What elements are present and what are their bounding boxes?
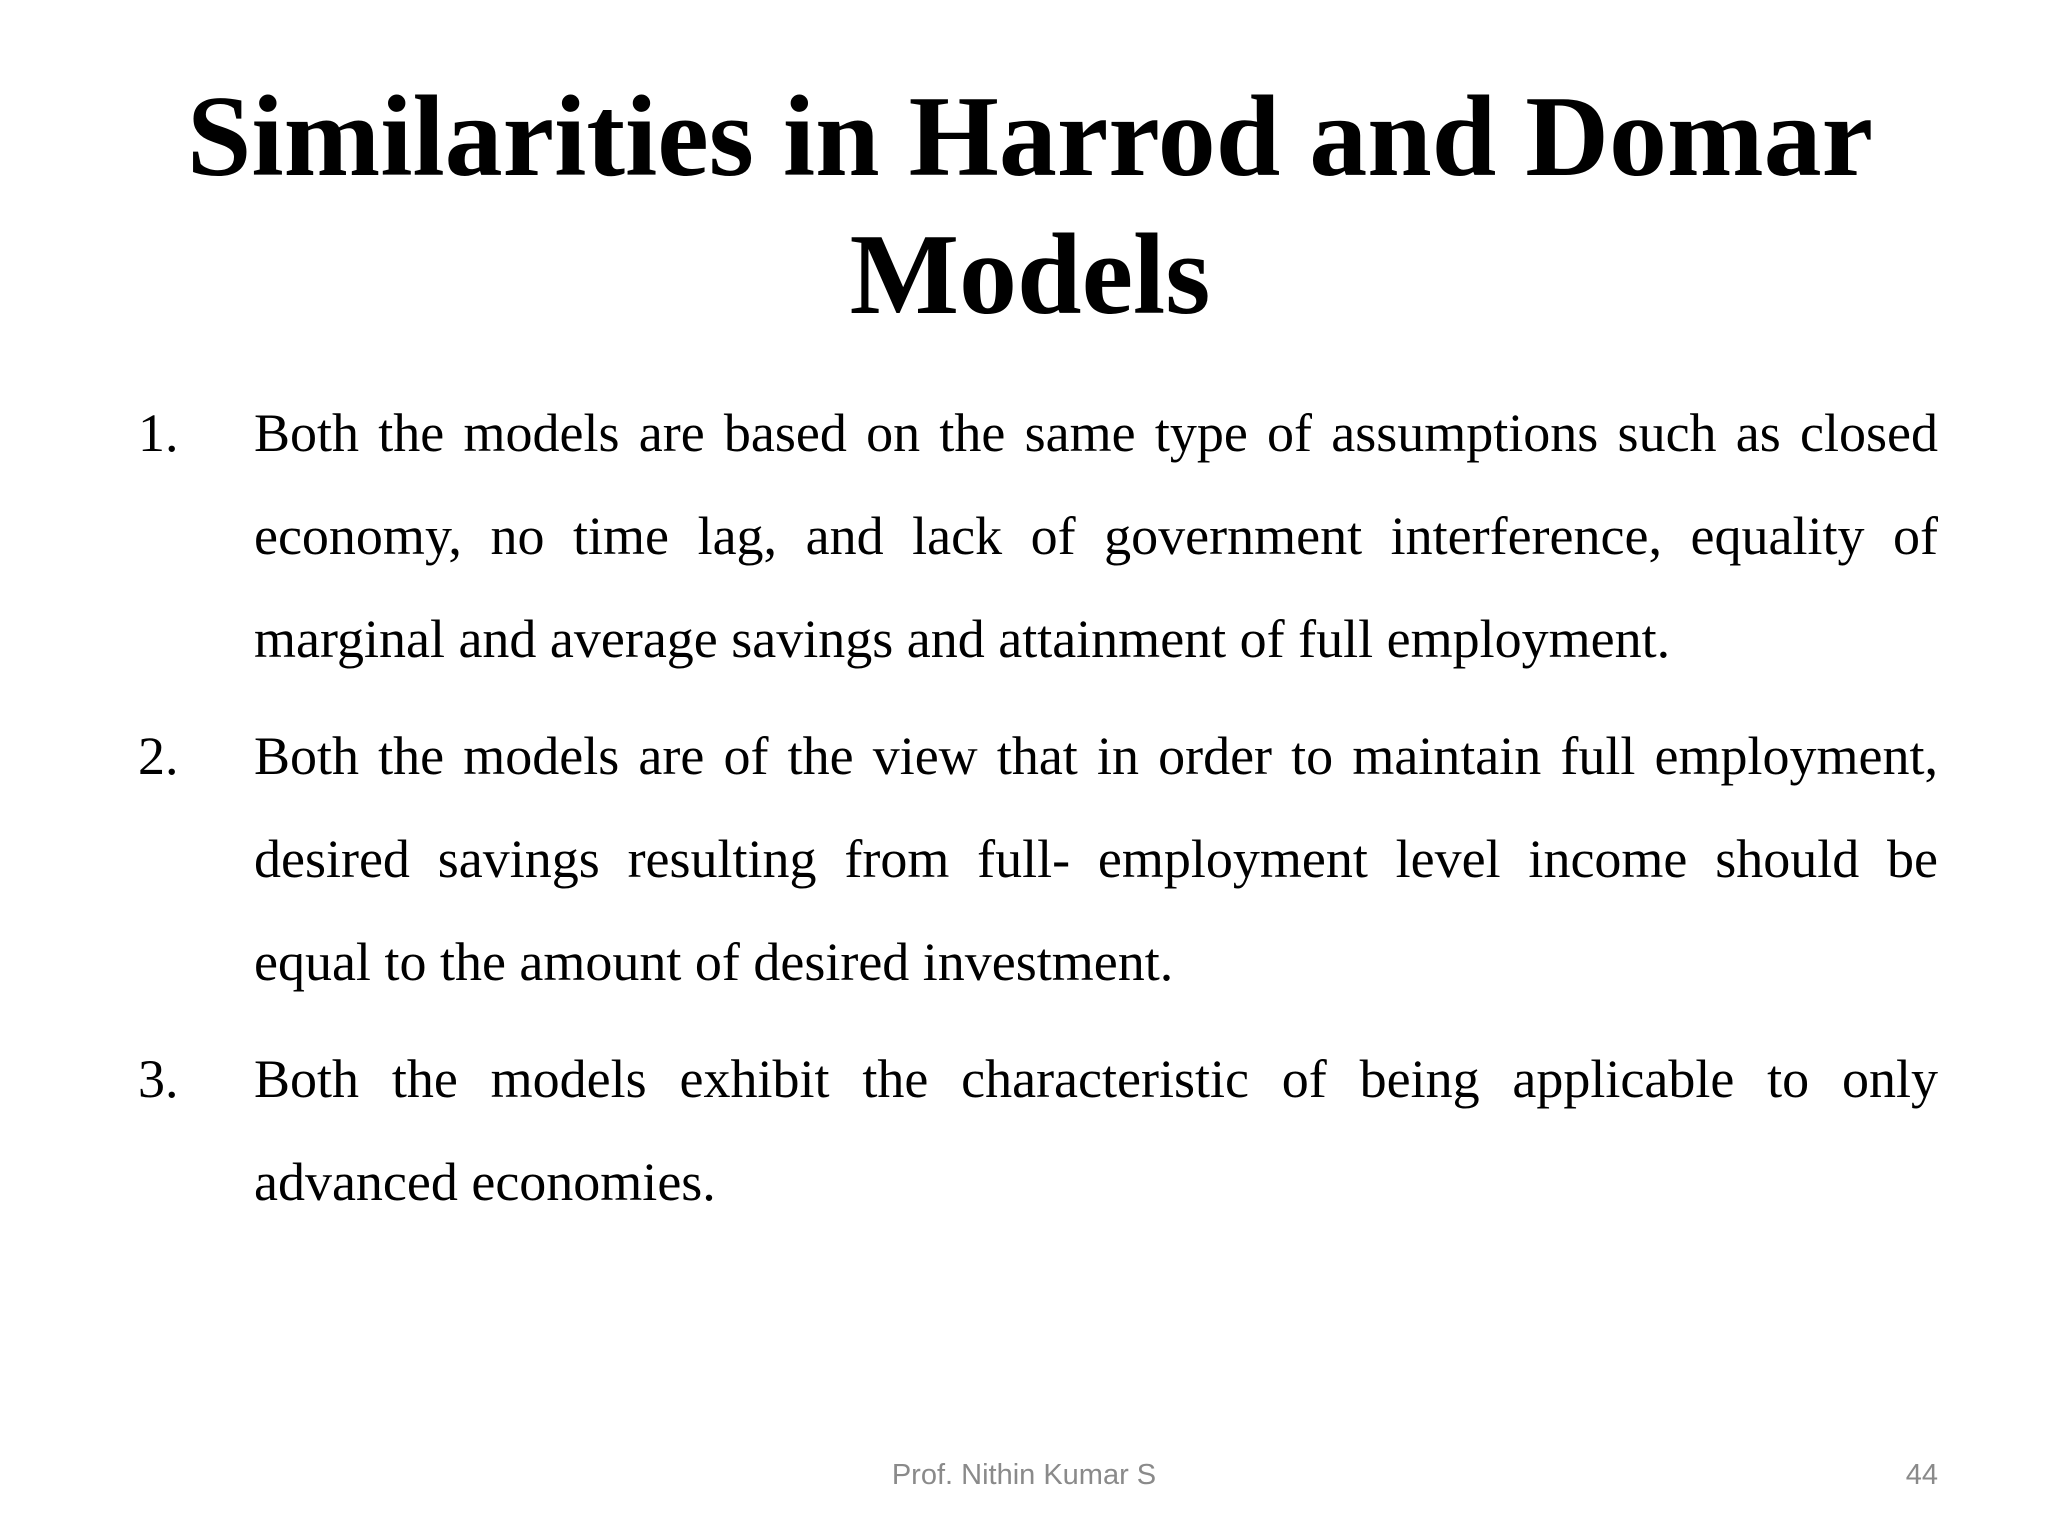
- slide-title: Similarities in Harrod and Domar Models: [186, 73, 1874, 339]
- list-item-number: 3.: [138, 1049, 179, 1109]
- list-item-text: Both the models are of the view that in order to maintain full employment, desired savings resulting from full- employment level income should be equal to the amount of desired investment.: [254, 726, 1938, 992]
- list-item: [138, 1028, 1938, 1234]
- list-item-number: 1.: [138, 403, 179, 463]
- list-item: [138, 382, 1938, 691]
- page-number: 44: [1905, 1459, 1938, 1491]
- footer-author: Prof. Nithin Kumar S: [891, 1459, 1157, 1491]
- list-item: [138, 705, 1938, 1014]
- list-item-number: 2.: [138, 726, 179, 786]
- similarities-list: [138, 382, 1938, 1248]
- list-item-text: Both the models exhibit the characteristic of being applicable to only advanced economies.: [254, 1049, 1938, 1212]
- list-item-text: Both the models are based on the same type of assumptions such as closed economy, no time lag, and lack of government interference, equality of marginal and average savings and attainment of full employment.: [254, 403, 1938, 669]
